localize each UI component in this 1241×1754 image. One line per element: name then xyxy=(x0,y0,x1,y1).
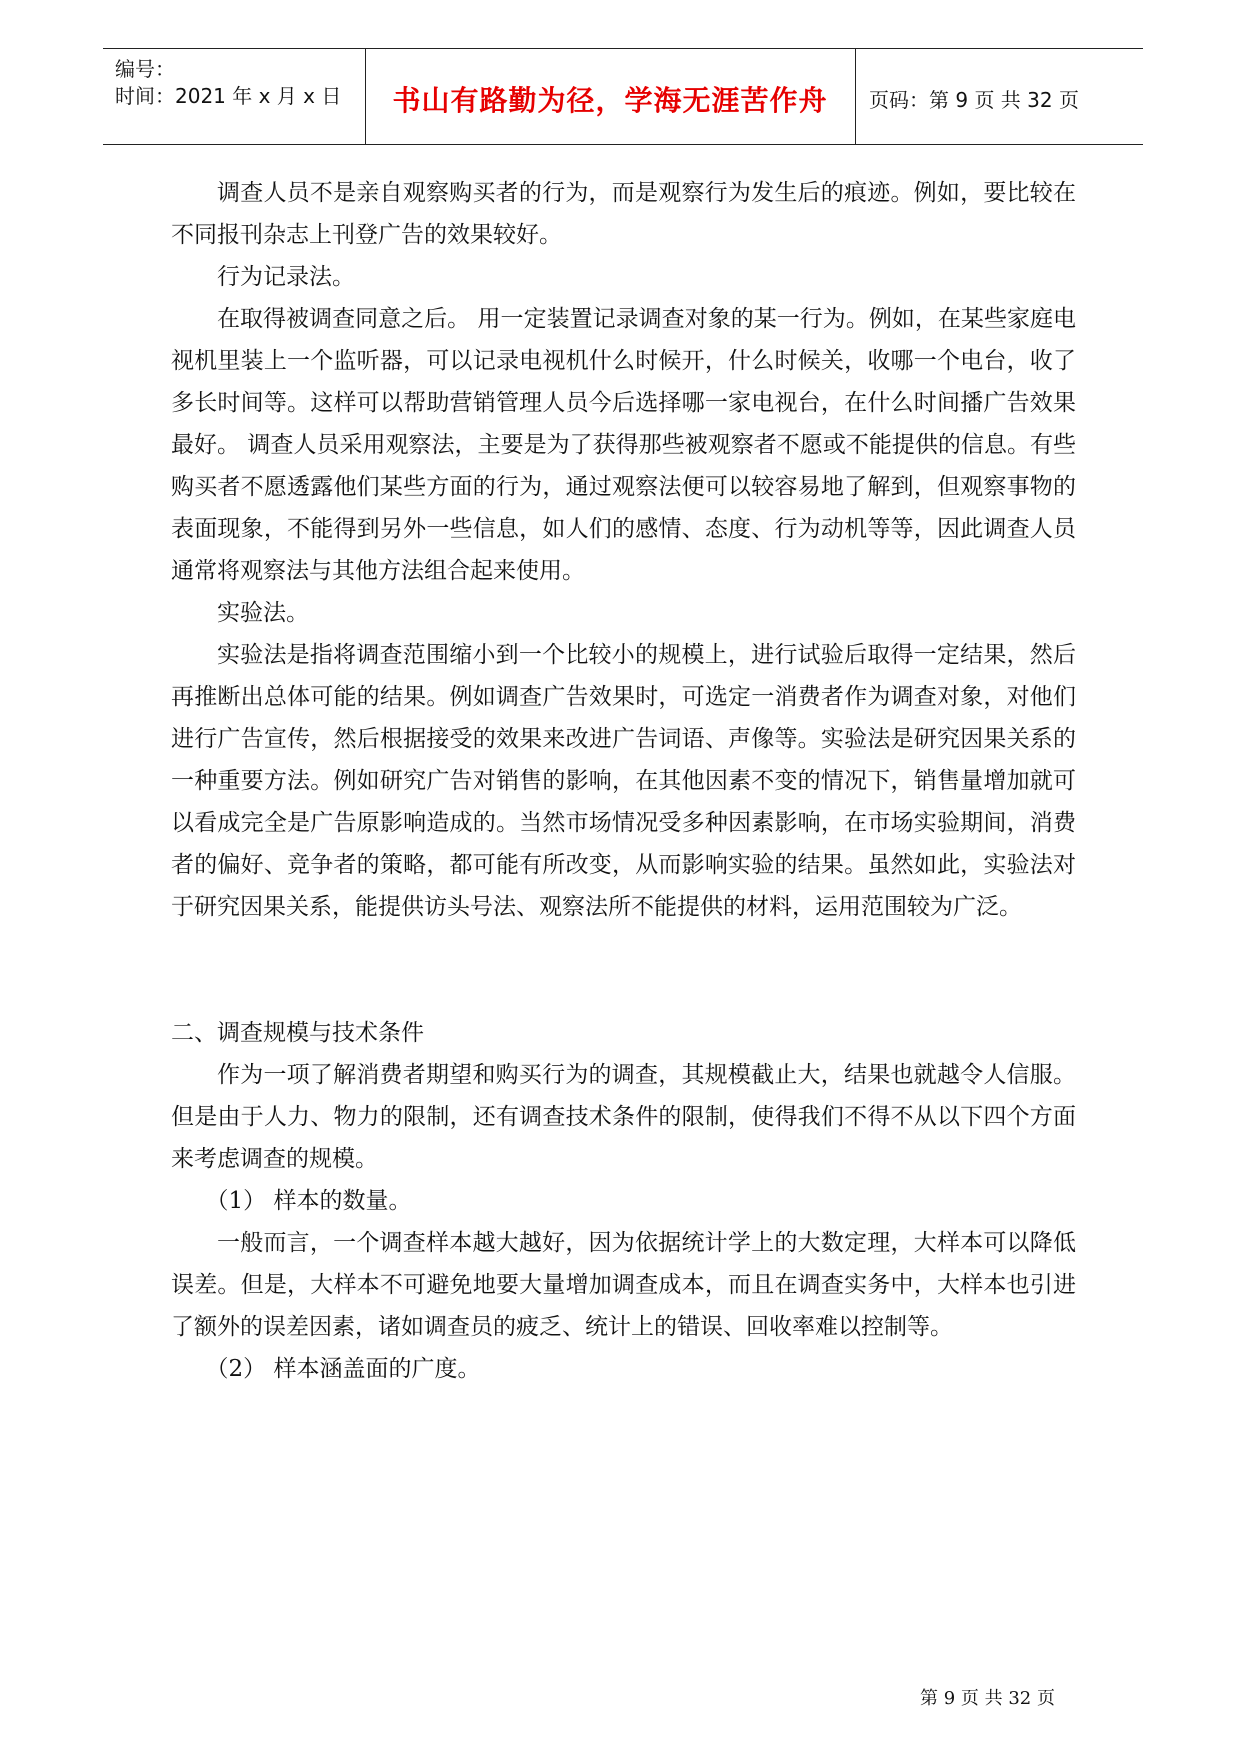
spacer xyxy=(171,928,1076,1012)
header-left-cell xyxy=(103,49,366,144)
serial-number-label: 编号： xyxy=(115,57,175,81)
paragraph: 实验法是指将调查范围缩小到一个比较小的规模上，进行试验后取得一定结果，然后再推断出总体可能的结果。例如调查广告效果时，可选定一消费者作为调查对象，对他们进行广告宣传，然后根据接受的效果来改进广告词语、声像等。实验法是研究因果关系的一种重要方法。例如研究广告对销售的影响，在其他因素不变的情况下，销售量增加就可以看成完全是广告原影响造成的。当然市场情况受多种因素影响，在市场实验期间，消费者的偏好、竞争者的策略，都可能有所改变，从而影响实验的结果。虽然如此，实验法对于研究因果关系，能提供访头号法、观察法所不能提供的材料，运用范围较为广泛。 xyxy=(171,642,1076,920)
section-heading-behavior-record: 行为记录法。 xyxy=(217,264,355,290)
header-motto: 书山有路勤为径，学海无涯苦作舟 xyxy=(392,84,828,117)
page-header xyxy=(103,48,1143,145)
date-label: 时间：2021 年 x 月 x 日 xyxy=(115,84,342,108)
section-heading-scale: 二、调查规模与技术条件 xyxy=(171,1020,424,1046)
paragraph: 调查人员不是亲自观察购买者的行为，而是观察行为发生后的痕迹。例如，要比较在不同报刊杂志上刊登广告的效果较好。 xyxy=(171,180,1076,248)
paragraph: 一般而言，一个调查样本越大越好，因为依据统计学上的大数定理，大样本可以降低误差。但是，大样本不可避免地要大量增加调查成本，而且在调查实务中，大样本也引进了额外的误差因素，诸如调查员的疲乏、统计上的错误、回收率难以控制等。 xyxy=(171,1230,1076,1340)
header-middle-cell xyxy=(365,49,856,144)
paragraph: 在取得被调查同意之后。 用一定装置记录调查对象的某一行为。例如，在某些家庭电视机里装上一个监听器，可以记录电视机什么时候开，什么时候关，收哪一个电台，收了多长时间等。这样可以帮助营销管理人员今后选择哪一家电视台，在什么时间播广告效果最好。 调查人员采用观察法，主要是为了获得那些被观察者不愿或不能提供的信息。有些购买者不愿透露他们某些方面的行为，通过观察法便可以较容易地了解到，但观察事物的表面现象，不能得到另外一些信息，如人们的感情、态度、行为动机等等，因此调查人员通常将观察法与其他方法组合起来使用。 xyxy=(171,306,1076,584)
paragraph: 作为一项了解消费者期望和购买行为的调查，其规模截止大，结果也就越令人信服。但是由于人力、物力的限制，还有调查技术条件的限制，使得我们不得不从以下四个方面来考虑调查的规模。 xyxy=(171,1062,1076,1172)
section-heading-experiment: 实验法。 xyxy=(217,600,309,626)
page-footer: 第 9 页 共 32 页 xyxy=(920,1688,1055,1709)
list-item-sample-size: （1） 样本的数量。 xyxy=(205,1188,412,1214)
header-page-info: 页码：第 9 页 共 32 页 xyxy=(869,88,1079,112)
document-body xyxy=(171,172,1076,1390)
header-right-cell xyxy=(855,49,1143,144)
list-item-sample-coverage: （2） 样本涵盖面的广度。 xyxy=(205,1356,481,1382)
